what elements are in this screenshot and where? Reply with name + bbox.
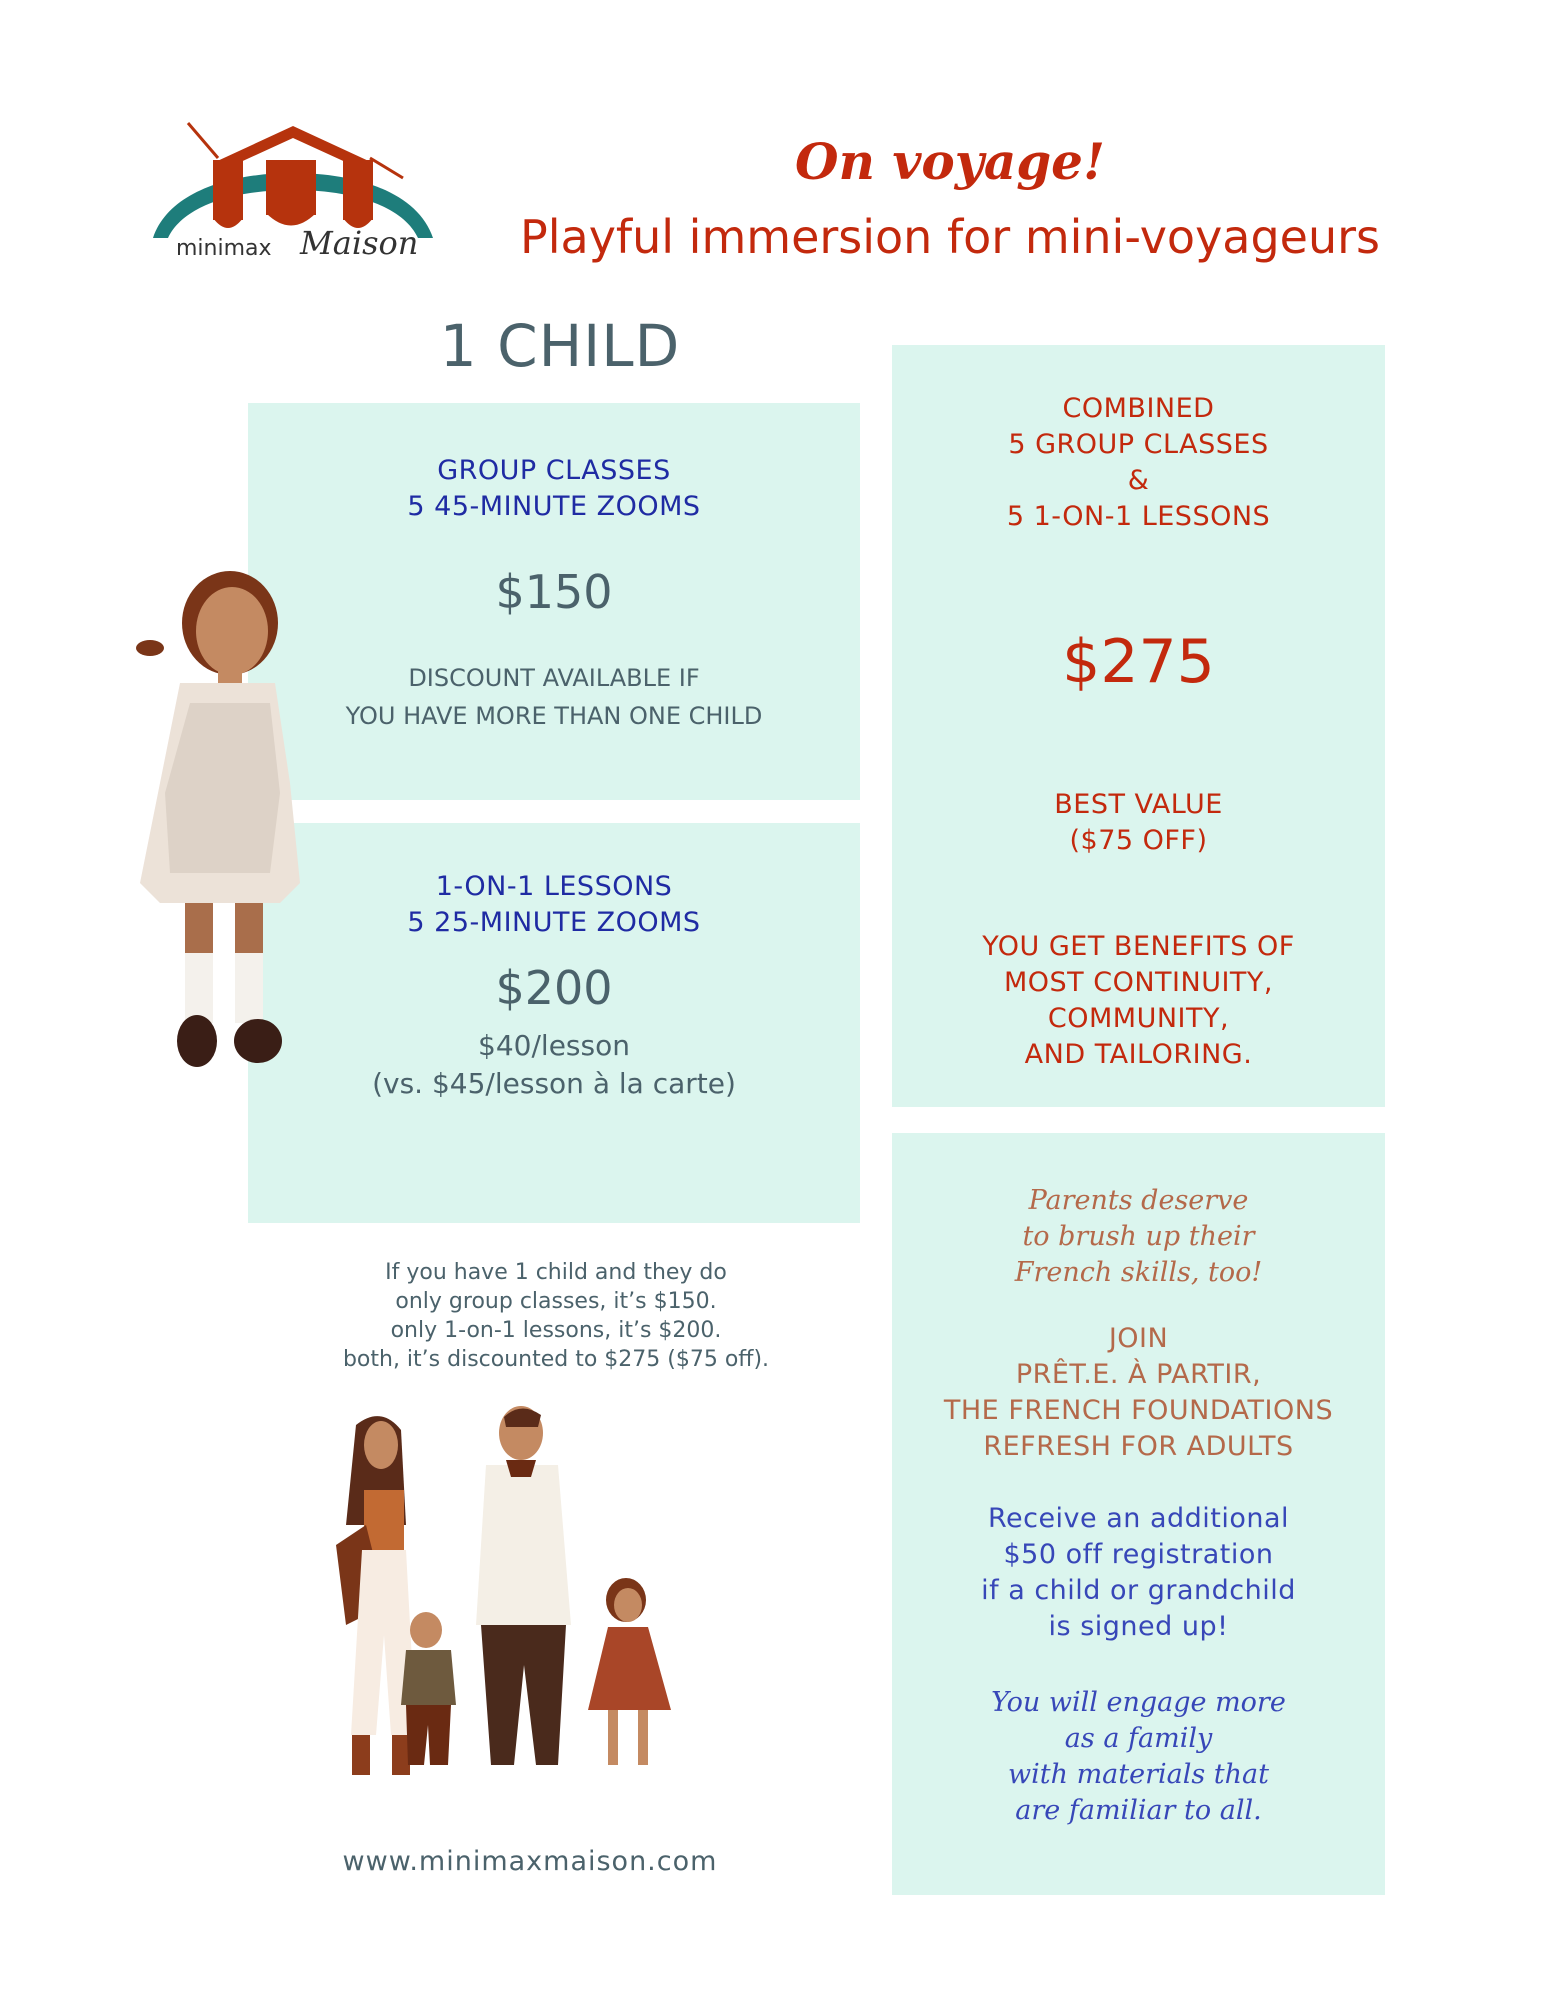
offer-line-2: $50 off registration [1003,1539,1274,1570]
join-line-1: JOIN [1108,1323,1169,1354]
offer-line-1: Receive an additional [987,1503,1290,1534]
private-heading-1: 1-ON-1 LESSONS [435,871,673,902]
combined-price: $275 [1062,627,1215,697]
website-link[interactable]: www.minimaxmaison.com [342,1846,718,1877]
private-note-2: (vs. $45/lesson à la carte) [372,1067,736,1100]
combined-benefit-2: MOST CONTINUITY, [1003,967,1273,998]
logo-text-minimax: minimax [176,236,272,261]
private-heading-2: 5 25-MINUTE ZOOMS [407,907,701,938]
page-subtitle: Playful immersion for mini-voyageurs [519,210,1381,264]
combined-benefit-4: AND TAILORING. [1024,1039,1253,1070]
group-note-1: DISCOUNT AVAILABLE IF [408,664,700,692]
parents-intro-1: Parents deserve [1028,1185,1249,1216]
combined-heading-3: & [1127,465,1150,496]
combined-heading-4: 5 1-ON-1 LESSONS [1006,501,1271,532]
combined-benefit-1: YOU GET BENEFITS OF [982,931,1295,962]
group-note-2: YOU HAVE MORE THAN ONE CHILD [345,702,763,730]
join-line-4: REFRESH FOR ADULTS [983,1431,1294,1462]
group-heading-1: GROUP CLASSES [437,455,671,486]
combined-value-1: BEST VALUE [1054,789,1223,820]
combined-benefit-3: COMMUNITY, [1047,1003,1230,1034]
combined-card [892,345,1385,1107]
private-lessons-card [248,823,860,1223]
offer-line-4: is signed up! [1048,1611,1229,1642]
engage-line-3: with materials that [1008,1759,1269,1790]
summary-line-3: only 1-on-1 lessons, it’s $200. [390,1318,722,1343]
group-classes-card [248,403,860,800]
engage-line-4: are familiar to all. [1015,1795,1262,1826]
brand-logo [148,118,438,278]
join-line-2: PRÊT.E. À PARTIR, [1015,1359,1262,1390]
child-illustration [130,563,305,1083]
family-illustration [326,1405,786,1825]
parents-intro-2: to brush up their [1022,1221,1255,1252]
private-price: $200 [495,961,613,1015]
engage-line-1: You will engage more [991,1687,1286,1718]
offer-line-3: if a child or grandchild [981,1575,1296,1606]
group-price: $150 [495,565,613,619]
logo-text-maison: Maison [300,224,419,262]
summary-line-2: only group classes, it’s $150. [395,1289,717,1314]
section-title: 1 CHILD [439,312,681,380]
combined-value-2: ($75 OFF) [1069,825,1208,856]
page-title: On voyage! [795,132,1105,191]
combined-heading-1: COMBINED [1062,393,1215,424]
summary-line-1: If you have 1 child and they do [385,1260,727,1285]
summary-line-4: both, it’s discounted to $275 ($75 off). [342,1347,770,1372]
private-note-1: $40/lesson [478,1029,630,1062]
engage-line-2: as a family [1064,1723,1213,1754]
parents-card [892,1133,1385,1895]
parents-intro-3: French skills, too! [1014,1257,1263,1288]
group-heading-2: 5 45-MINUTE ZOOMS [407,491,701,522]
combined-heading-2: 5 GROUP CLASSES [1008,429,1269,460]
summary-text [296,1258,816,1374]
join-line-3: THE FRENCH FOUNDATIONS [943,1395,1334,1426]
